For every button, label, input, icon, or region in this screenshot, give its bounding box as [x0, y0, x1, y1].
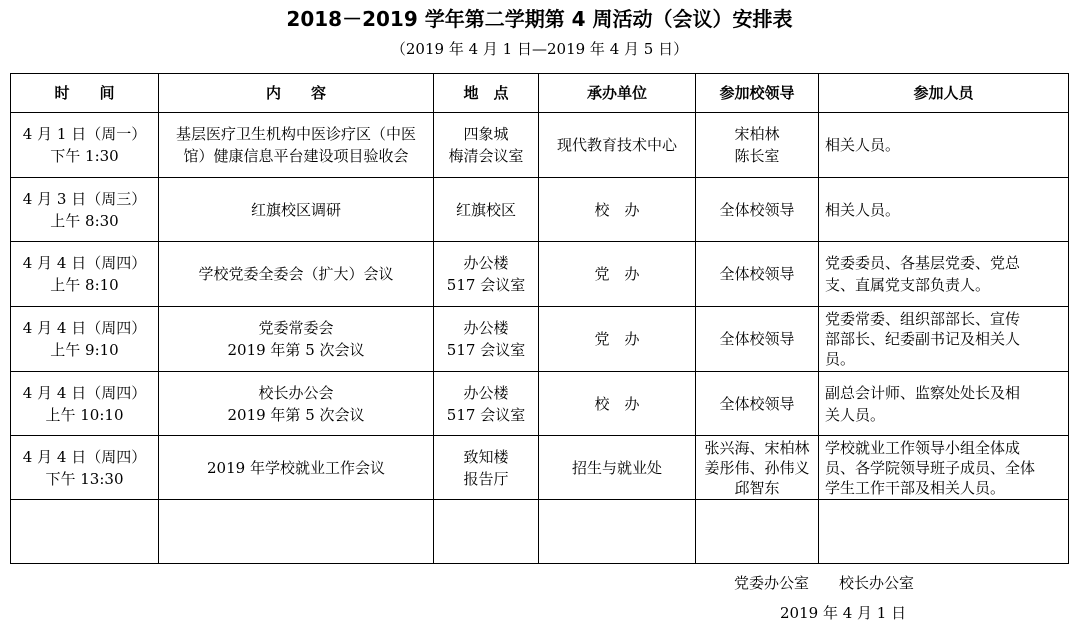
cell-place	[434, 178, 539, 242]
leader-line: 宋柏林	[734, 125, 780, 143]
leader-line: 陈长室	[734, 147, 780, 165]
cell-place	[434, 307, 539, 372]
content-line: 党委常委会	[258, 319, 334, 337]
participant-line: 副总会计师、监察处处长及相	[825, 383, 1021, 402]
place-line: 517 会议室	[446, 405, 526, 424]
cell-leaders	[696, 178, 819, 242]
cell-empty	[11, 500, 159, 564]
date-text: 4 月 4 日（周四）	[22, 383, 147, 402]
date-text: 4 月 4 日（周四）	[22, 254, 147, 272]
leader-line: 全体校领导	[719, 265, 795, 283]
cell-leaders	[696, 242, 819, 307]
place-line: 办公楼	[463, 383, 509, 402]
header-organizer: 承办单位	[539, 74, 696, 113]
cell-empty	[159, 500, 434, 564]
cell-participants	[819, 113, 1069, 178]
table-row	[11, 307, 1069, 372]
cell-place	[434, 372, 539, 436]
cell-time	[11, 436, 159, 500]
cell-organizer: 招生与就业处	[539, 436, 696, 500]
cell-content	[159, 307, 434, 372]
header-content: 内 容	[159, 74, 434, 113]
table-row-empty	[11, 500, 1069, 564]
participant-line: 学生工作干部及相关人员。	[825, 478, 1006, 497]
cell-time	[11, 372, 159, 436]
cell-organizer: 党 办	[539, 242, 696, 307]
leader-line: 姜彤伟、孙伟义	[704, 458, 810, 477]
cell-leaders	[696, 113, 819, 178]
cell-organizer: 现代教育技术中心	[539, 113, 696, 178]
cell-leaders	[696, 436, 819, 500]
time-text: 下午 13:30	[45, 469, 124, 488]
leader-line: 邱智东	[734, 478, 780, 497]
cell-empty	[819, 500, 1069, 564]
time-text: 上午 9:10	[50, 341, 119, 359]
table-row	[11, 178, 1069, 242]
participant-line: 部部长、纪委副书记及相关人	[825, 330, 1021, 348]
place-line: 办公楼	[463, 319, 509, 337]
header-time: 时 间	[11, 74, 159, 113]
cell-participants	[819, 178, 1069, 242]
cell-organizer: 校 办	[539, 372, 696, 436]
cell-participants	[819, 436, 1069, 500]
issuing-offices: 党委办公室 校长办公室	[734, 574, 915, 592]
table-row	[11, 113, 1069, 178]
cell-organizer: 校 办	[539, 178, 696, 242]
cell-leaders	[696, 372, 819, 436]
cell-organizer: 党 办	[539, 307, 696, 372]
place-line: 四象城	[463, 125, 509, 143]
place-line: 致知楼	[463, 447, 509, 466]
cell-place	[434, 242, 539, 307]
table-row	[11, 372, 1069, 436]
date-text: 4 月 4 日（周四）	[22, 319, 147, 337]
cell-place	[434, 113, 539, 178]
participant-line: 相关人员。	[825, 136, 901, 154]
content-line: 2019 年第 5 次会议	[227, 405, 365, 424]
table-header-row	[11, 74, 1069, 113]
cell-content	[159, 242, 434, 307]
place-line: 梅清会议室	[448, 147, 524, 165]
cell-time	[11, 178, 159, 242]
participant-line: 支、直属党支部负责人。	[825, 276, 991, 294]
date-text: 4 月 3 日（周三）	[22, 189, 147, 208]
place-line: 红旗校区	[455, 200, 516, 219]
place-line: 517 会议室	[446, 341, 526, 359]
participant-line: 员、各学院领导班子成员、全体	[825, 458, 1036, 477]
content-line: 馆）健康信息平台建设项目验收会	[183, 147, 409, 165]
leader-line: 张兴海、宋柏林	[704, 438, 810, 457]
header-leaders: 参加校领导	[696, 74, 819, 113]
time-text: 上午 10:10	[45, 405, 124, 424]
participant-line: 员。	[825, 350, 856, 368]
content-line: 2019 年学校就业工作会议	[207, 458, 385, 477]
participant-line: 关人员。	[825, 405, 886, 424]
cell-participants	[819, 242, 1069, 307]
cell-time	[11, 242, 159, 307]
date-text: 4 月 1 日（周一）	[22, 125, 147, 143]
cell-leaders	[696, 307, 819, 372]
cell-empty	[696, 500, 819, 564]
content-line: 红旗校区调研	[250, 200, 341, 219]
cell-content	[159, 178, 434, 242]
leader-line: 全体校领导	[719, 394, 795, 413]
leader-line: 全体校领导	[719, 200, 795, 219]
cell-participants	[819, 372, 1069, 436]
leader-line: 全体校领导	[719, 330, 795, 348]
header-participants: 参加人员	[819, 74, 1069, 113]
cell-empty	[434, 500, 539, 564]
content-line: 基层医疗卫生机构中医诊疗区（中医	[175, 125, 416, 143]
table-row	[11, 242, 1069, 307]
cell-content	[159, 372, 434, 436]
participant-line: 相关人员。	[825, 200, 901, 219]
cell-place	[434, 436, 539, 500]
header-place: 地 点	[434, 74, 539, 113]
date-range-subtitle: （2019 年 4 月 1 日—2019 年 4 月 5 日）	[390, 40, 689, 58]
cell-content	[159, 113, 434, 178]
cell-time	[11, 113, 159, 178]
participant-line: 学校就业工作领导小组全体成	[825, 438, 1021, 457]
content-line: 校长办公会	[258, 383, 334, 402]
issue-date: 2019 年 4 月 1 日	[780, 604, 907, 622]
place-line: 办公楼	[463, 254, 509, 272]
cell-content	[159, 436, 434, 500]
page-title: 2018－2019 学年第二学期第 4 周活动（会议）安排表	[286, 7, 793, 31]
content-line: 学校党委全委会（扩大）会议	[198, 265, 394, 283]
time-text: 上午 8:10	[50, 276, 119, 294]
time-text: 下午 1:30	[50, 147, 119, 165]
content-line: 2019 年第 5 次会议	[227, 341, 365, 359]
time-text: 上午 8:30	[50, 211, 119, 230]
participant-line: 党委常委、组织部部长、宣传	[825, 310, 1021, 328]
participant-line: 党委委员、各基层党委、党总	[825, 254, 1021, 272]
cell-time	[11, 307, 159, 372]
table-row	[11, 436, 1069, 500]
cell-empty	[539, 500, 696, 564]
cell-participants	[819, 307, 1069, 372]
schedule-table	[10, 73, 1069, 564]
place-line: 517 会议室	[446, 276, 526, 294]
place-line: 报告厅	[463, 469, 509, 488]
date-text: 4 月 4 日（周四）	[22, 447, 147, 466]
